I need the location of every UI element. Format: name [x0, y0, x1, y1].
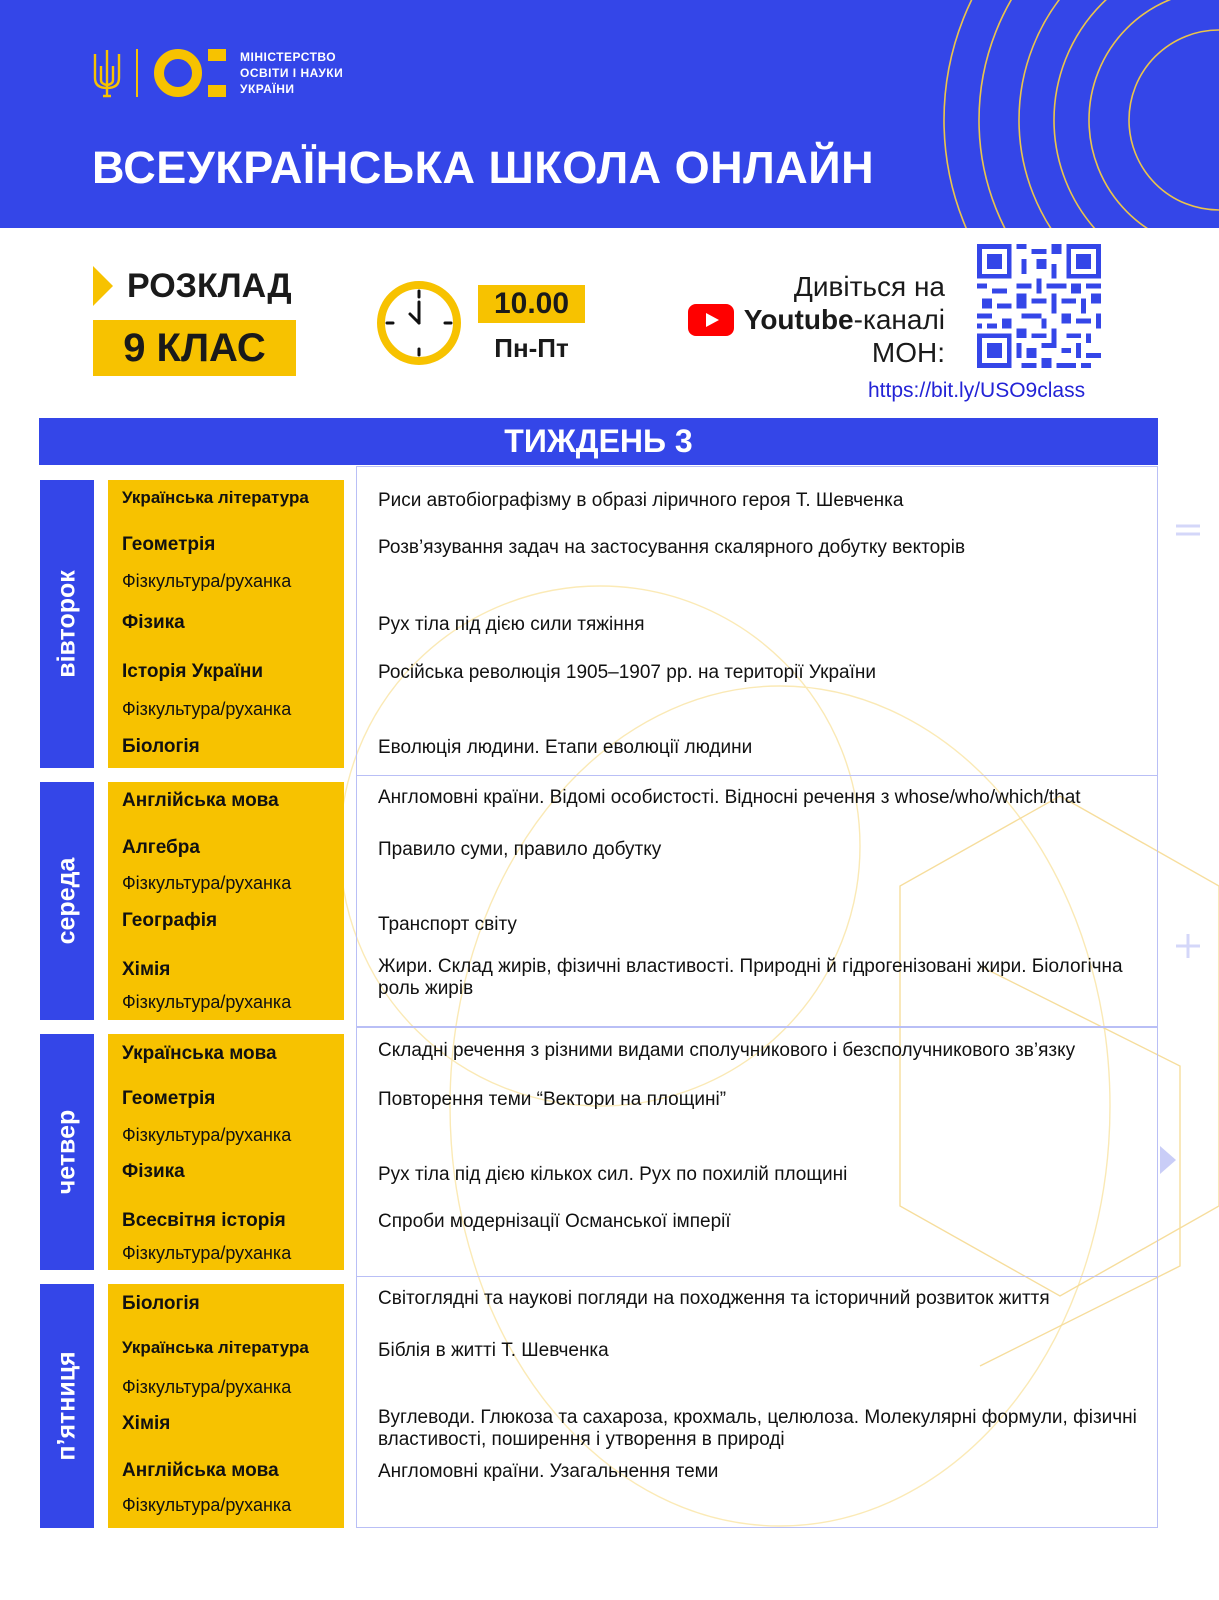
subjects-box-friday [108, 1284, 344, 1528]
subject-name: Фізкультура/руханка [122, 1125, 292, 1145]
lesson-topic: Рух тіла під дією кількох сил. Рух по похилій площині [378, 1164, 848, 1185]
header [0, 0, 1219, 228]
page-title: ВСЕУКРАЇНСЬКА ШКОЛА ОНЛАЙН [92, 142, 875, 193]
ministry-name [240, 49, 380, 97]
lesson-topic: Англомовні країни. Відомі особистості. Відносні речення з whose/who/which/that [378, 787, 1081, 808]
ministry-line: УКРАЇНИ [240, 82, 295, 96]
subject-name: Фізкультура/руханка [122, 1243, 292, 1263]
lesson-topic: Вуглеводи. Глюкоза та сахароза, крохмаль, целюлоза. Молекулярні формули, фізичні властивості, поширення і утворення в природі [378, 1407, 1137, 1450]
lesson-topic: Жири. Склад жирів, фізичні властивості. Природні й гідрогенізовані жири. Біологічна роль жирів [378, 956, 1123, 999]
subject-name: Алгебра [122, 837, 200, 858]
subject-name: Біологія [122, 1293, 200, 1314]
subject-name: Біологія [122, 736, 200, 757]
subjects-box-wednesday [108, 782, 344, 1020]
lesson-topic: Спроби модернізації Османської імперії [378, 1211, 731, 1232]
lesson-topic: Риси автобіографізму в образі ліричного героя Т. Шевченка [378, 490, 904, 511]
day-label: середа [52, 857, 81, 945]
subject-name: Фізкультура/руханка [122, 1377, 292, 1397]
subject-name: Історія України [122, 661, 264, 682]
youtube-link[interactable]: https://bit.ly/USO9class [868, 379, 1086, 402]
day-tab-thursday [40, 1034, 94, 1270]
subject-name: Фізкультура/руханка [122, 873, 292, 893]
trident-icon [92, 48, 122, 98]
weekdays-label: Пн-Пт [494, 333, 569, 363]
topics-panel-friday [356, 1276, 1158, 1528]
subject-name: Географія [122, 910, 218, 931]
lesson-topic: Світоглядні та наукові погляди на походження та історичний розвиток життя [378, 1288, 1050, 1309]
logo-o-icon [154, 49, 202, 97]
day-tab-wednesday [40, 782, 94, 1020]
day-label: п’ятниця [52, 1351, 81, 1461]
schedule-label: РОЗКЛАД [127, 266, 292, 305]
subject-name: Фізкультура/руханка [122, 992, 292, 1012]
youtube-icon[interactable] [688, 304, 734, 336]
watch-line-1: Дивіться на [793, 271, 945, 302]
subject-name: Фізкультура/руханка [122, 1495, 292, 1515]
qr-code[interactable] [977, 244, 1101, 368]
lesson-topic: Російська революція 1905–1907 рр. на території України [378, 662, 876, 683]
subject-name: Українська мова [122, 1043, 277, 1064]
day-tab-friday [40, 1284, 94, 1528]
watch-on-youtube [660, 270, 945, 369]
subject-name: Всесвітня історія [122, 1210, 286, 1231]
week-header: ТИЖДЕНЬ 3 [39, 418, 1158, 465]
arrow-right-icon [93, 266, 113, 306]
day-label: вівторок [52, 570, 81, 678]
subject-name: Фізкультура/руханка [122, 571, 292, 591]
subject-name: Геометрія [122, 534, 216, 555]
ministry-logo [92, 48, 380, 98]
topics-panel-thursday [356, 1027, 1158, 1277]
mon-logo-mark [154, 49, 226, 97]
subject-name: Геометрія [122, 1088, 216, 1109]
lesson-topic: Рух тіла під дією сили тяжіння [378, 614, 645, 635]
time-badge: 10.00 [478, 285, 585, 323]
subject-name: Фізкультура/руханка [122, 699, 292, 719]
lesson-topic: Повторення теми “Вектори на площині” [378, 1089, 727, 1110]
lesson-topic: Правило суми, правило добутку [378, 839, 662, 860]
class-badge: 9 КЛАС [93, 320, 296, 376]
subject-name: Фізика [122, 612, 185, 633]
lesson-topic: Складні речення з різними видами сполучникового і безсполучникового зв’язку [378, 1040, 1076, 1061]
lesson-topic: Транспорт світу [378, 914, 517, 935]
channel-suffix: -каналі [853, 304, 945, 335]
day-tab-tuesday [40, 480, 94, 768]
subject-name: Хімія [122, 1413, 171, 1434]
lesson-topic: Англомовні країни. Узагальнення теми [378, 1461, 719, 1482]
day-label: четвер [52, 1109, 81, 1195]
logo-e-icon [208, 49, 226, 97]
ministry-line: МІНІСТЕРСТВО [240, 50, 337, 64]
schedule-label-block [93, 266, 296, 376]
ministry-line: ОСВІТИ І НАУКИ [240, 66, 344, 80]
subject-name: Фізика [122, 1161, 185, 1182]
subject-name: Українська література [122, 1338, 309, 1357]
logo-divider [136, 49, 138, 97]
lesson-topic: Розв’язування задач на застосування скалярного добутку векторів [378, 537, 966, 558]
subject-name: Хімія [122, 959, 171, 980]
lesson-topic: Еволюція людини. Етапи еволюції людини [378, 737, 753, 758]
youtube-label: Youtube [743, 304, 854, 335]
subject-name: Англійська мова [122, 790, 279, 811]
watch-line-3: МОН: [871, 337, 945, 368]
lesson-topic: Біблія в житті Т. Шевченка [378, 1340, 609, 1361]
subject-name: Українська література [122, 488, 309, 507]
subject-name: Англійська мова [122, 1460, 279, 1481]
subjects-box-thursday [108, 1034, 344, 1270]
clock-icon [376, 280, 462, 366]
